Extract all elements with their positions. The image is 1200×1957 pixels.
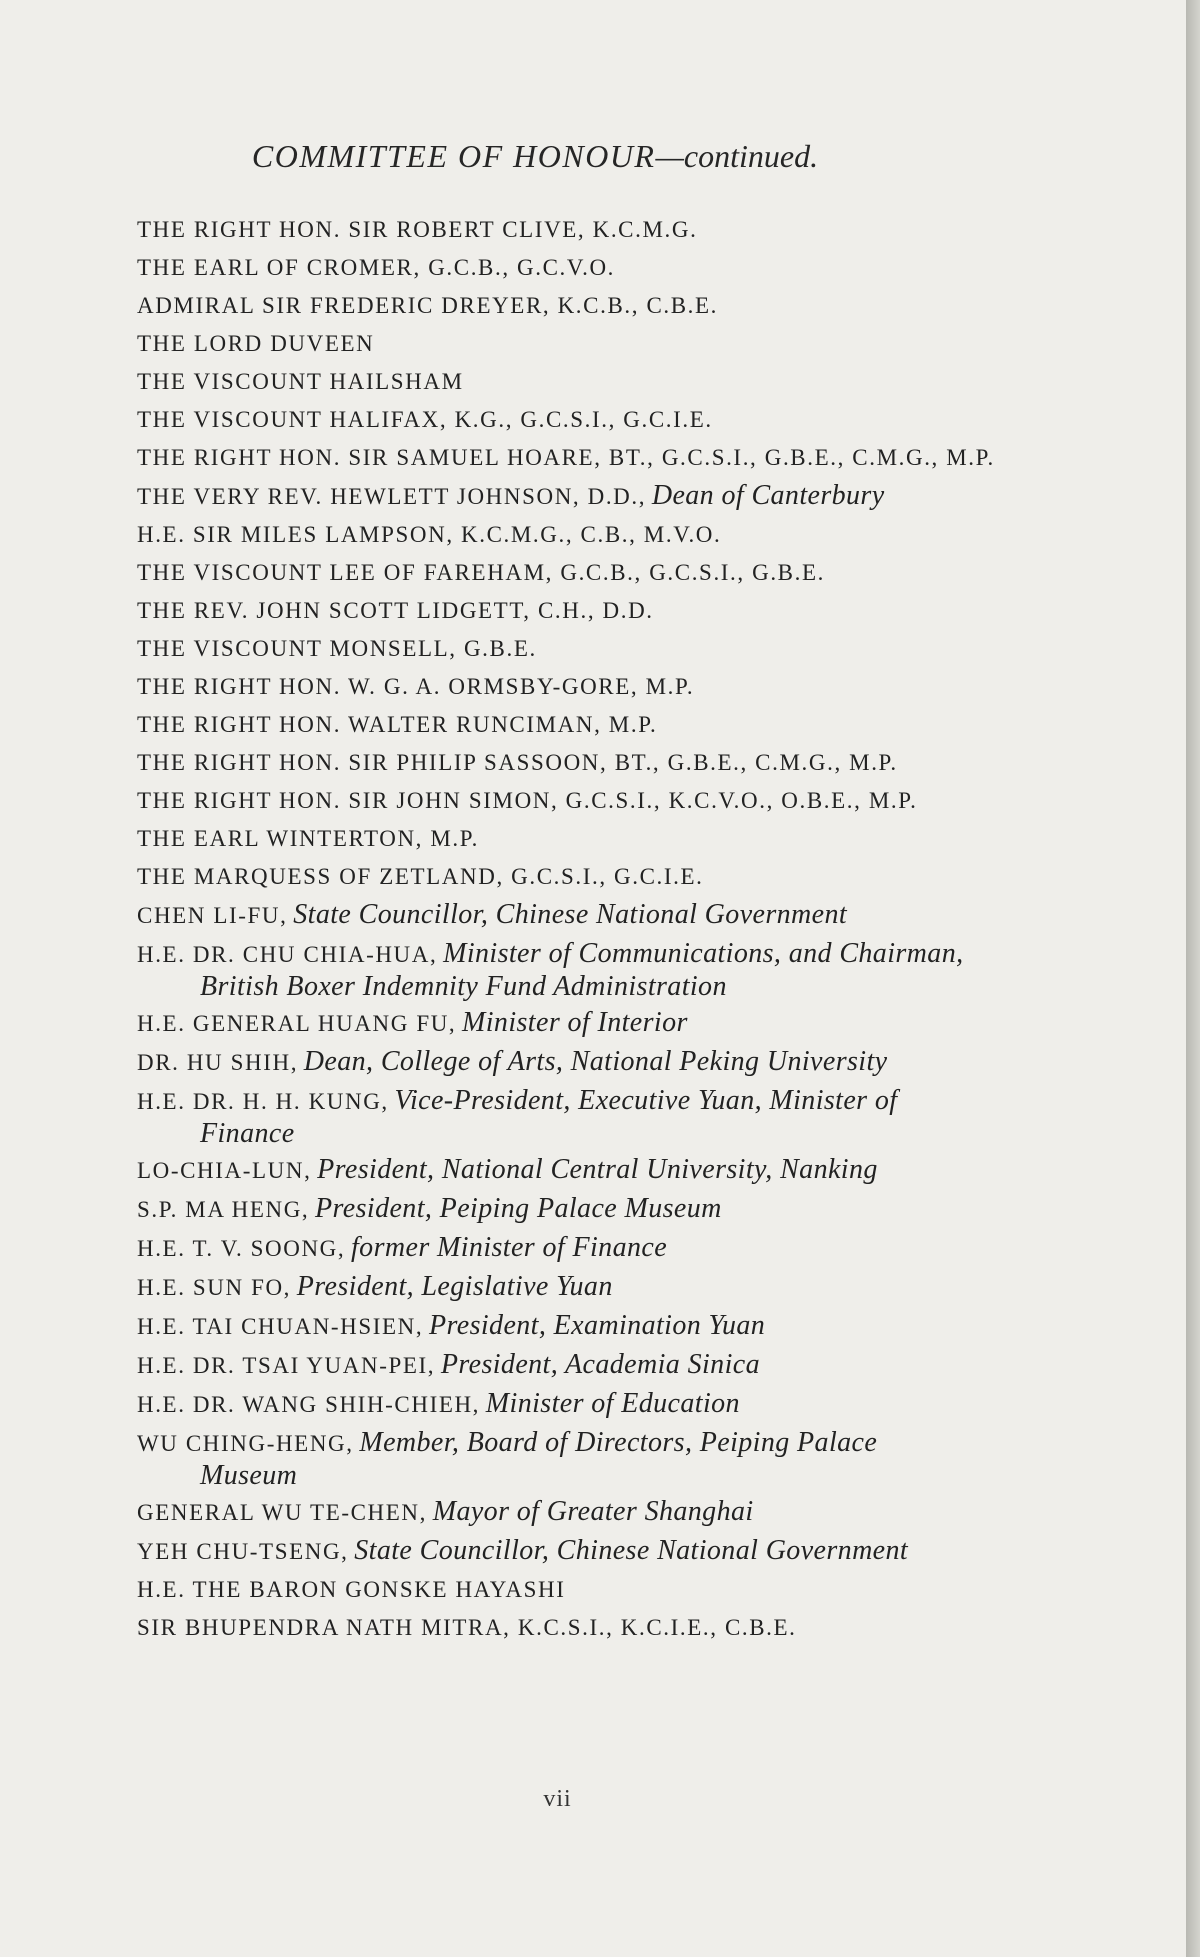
committee-entry	[137, 820, 1072, 858]
member-name: CHEN LI-FU,	[137, 903, 288, 928]
member-role: President, Examination Yuan	[428, 1310, 766, 1341]
member-name: THE RIGHT HON. SIR ROBERT CLIVE, K.C.M.G.	[137, 217, 698, 242]
member-name: LO-CHIA-LUN,	[137, 1158, 312, 1183]
member-name: THE REV. JOHN SCOTT LIDGETT, C.H., D.D.	[137, 598, 654, 623]
member-role: former Minister of Finance	[351, 1232, 668, 1263]
member-role: Vice-President, Executive Yuan, Minister of	[394, 1085, 898, 1116]
committee-entry	[137, 1385, 1072, 1424]
member-name: H.E. GENERAL HUANG FU,	[137, 1011, 457, 1036]
committee-entry	[137, 1609, 1072, 1647]
heading-title: COMMITTEE OF HONOUR	[251, 138, 656, 174]
member-name: GENERAL WU TE-CHEN,	[137, 1500, 427, 1525]
page-number: vii	[543, 1786, 572, 1812]
member-role: State Councillor, Chinese National Government	[354, 1535, 909, 1566]
member-name: H.E. THE BARON GONSKE HAYASHI	[137, 1577, 566, 1602]
member-name: THE RIGHT HON. SIR JOHN SIMON, G.C.S.I., K.C.V.O., O.B.E., M.P.	[137, 788, 918, 813]
page-edge	[1186, 0, 1200, 1957]
member-name: THE EARL WINTERTON, M.P.	[137, 826, 479, 851]
committee-entry	[137, 1043, 1072, 1082]
member-role: Minister of Interior	[462, 1007, 688, 1038]
member-name: H.E. SIR MILES LAMPSON, K.C.M.G., C.B., M.V.O.	[137, 522, 722, 547]
member-role: Minister of Communications, and Chairman,	[443, 938, 964, 969]
member-name: H.E. T. V. SOONG,	[137, 1236, 346, 1261]
committee-list	[137, 211, 1072, 1647]
member-name: H.E. DR. WANG SHIH-CHIEH,	[137, 1392, 481, 1417]
committee-entry	[137, 516, 1072, 554]
committee-entry	[137, 1268, 1072, 1307]
committee-entry	[137, 477, 1072, 516]
member-name: DR. HU SHIH,	[137, 1050, 299, 1075]
committee-entry	[137, 706, 1072, 744]
member-name: SIR BHUPENDRA NATH MITRA, K.C.S.I., K.C.I.E., C.B.E.	[137, 1615, 797, 1640]
member-role: President, Peiping Palace Museum	[315, 1193, 722, 1224]
committee-entry	[137, 896, 1072, 935]
committee-entry	[137, 401, 1072, 439]
committee-entry	[137, 1493, 1072, 1532]
member-role-continued: Finance	[200, 1118, 295, 1149]
committee-entry	[137, 363, 1072, 401]
member-name: H.E. DR. TSAI YUAN-PEI,	[137, 1353, 436, 1378]
committee-entry	[137, 858, 1072, 896]
committee-entry	[137, 1229, 1072, 1268]
committee-entry	[137, 249, 1072, 287]
member-role-continued: Museum	[200, 1460, 298, 1491]
committee-entry	[137, 325, 1072, 363]
committee-entry	[137, 211, 1072, 249]
member-name: THE RIGHT HON. SIR SAMUEL HOARE, BT., G.C.S.I., G.B.E., C.M.G., M.P.	[137, 445, 995, 470]
member-role: State Councillor, Chinese National Government	[293, 899, 848, 930]
member-role: Minister of Education	[485, 1388, 740, 1419]
member-name: S.P. MA HENG,	[137, 1197, 310, 1222]
committee-entry	[137, 1532, 1072, 1571]
member-name: THE RIGHT HON. WALTER RUNCIMAN, M.P.	[137, 712, 658, 737]
committee-entry	[137, 1571, 1072, 1609]
member-name: H.E. DR. CHU CHIA-HUA,	[137, 942, 438, 967]
member-role: Dean of Canterbury	[651, 480, 885, 511]
member-name: H.E. DR. H. H. KUNG,	[137, 1089, 389, 1114]
member-name: THE RIGHT HON. W. G. A. ORMSBY-GORE, M.P.	[137, 674, 695, 699]
member-name: H.E. SUN FO,	[137, 1275, 292, 1300]
member-name: THE RIGHT HON. SIR PHILIP SASSOON, BT., G.B.E., C.M.G., M.P.	[137, 750, 898, 775]
committee-entry	[137, 744, 1072, 782]
committee-entry	[137, 1307, 1072, 1346]
committee-entry	[137, 630, 1072, 668]
committee-entry	[137, 554, 1072, 592]
committee-entry	[137, 1082, 1072, 1151]
member-name: THE VISCOUNT HALIFAX, K.G., G.C.S.I., G.C.I.E.	[137, 407, 713, 432]
member-role: President, National Central University, Nanking	[317, 1154, 878, 1185]
page-heading	[0, 138, 1070, 175]
committee-entry	[137, 1346, 1072, 1385]
committee-entry	[137, 592, 1072, 630]
committee-entry	[137, 668, 1072, 706]
committee-entry	[137, 1004, 1072, 1043]
member-name: THE VERY REV. HEWLETT JOHNSON, D.D.,	[137, 484, 647, 509]
member-name: WU CHING-HENG,	[137, 1431, 354, 1456]
member-role-continued: British Boxer Indemnity Fund Administration	[200, 971, 727, 1002]
member-name: THE EARL OF CROMER, G.C.B., G.C.V.O.	[137, 255, 616, 280]
committee-entry	[137, 1190, 1072, 1229]
member-role: President, Academia Sinica	[440, 1349, 760, 1380]
member-name: ADMIRAL SIR FREDERIC DREYER, K.C.B., C.B.E.	[137, 293, 719, 318]
member-name: THE VISCOUNT LEE OF FAREHAM, G.C.B., G.C.S.I., G.B.E.	[137, 560, 825, 585]
member-role: Mayor of Greater Shanghai	[432, 1496, 754, 1527]
committee-entry	[137, 782, 1072, 820]
heading-continued: —continued.	[655, 138, 819, 174]
member-name: THE VISCOUNT HAILSHAM	[137, 369, 464, 394]
member-role: Dean, College of Arts, National Peking University	[303, 1046, 888, 1077]
committee-entry	[137, 287, 1072, 325]
committee-entry	[137, 1151, 1072, 1190]
member-name: THE LORD DUVEEN	[137, 331, 375, 356]
member-name: THE MARQUESS OF ZETLAND, G.C.S.I., G.C.I.E.	[137, 864, 704, 889]
committee-entry	[137, 1424, 1072, 1493]
committee-entry	[137, 935, 1072, 1004]
member-name: THE VISCOUNT MONSELL, G.B.E.	[137, 636, 537, 661]
committee-entry	[137, 439, 1072, 477]
member-role: President, Legislative Yuan	[296, 1271, 613, 1302]
member-name: YEH CHU-TSENG,	[137, 1539, 349, 1564]
member-name: H.E. TAI CHUAN-HSIEN,	[137, 1314, 424, 1339]
member-role: Member, Board of Directors, Peiping Palace	[359, 1427, 878, 1458]
